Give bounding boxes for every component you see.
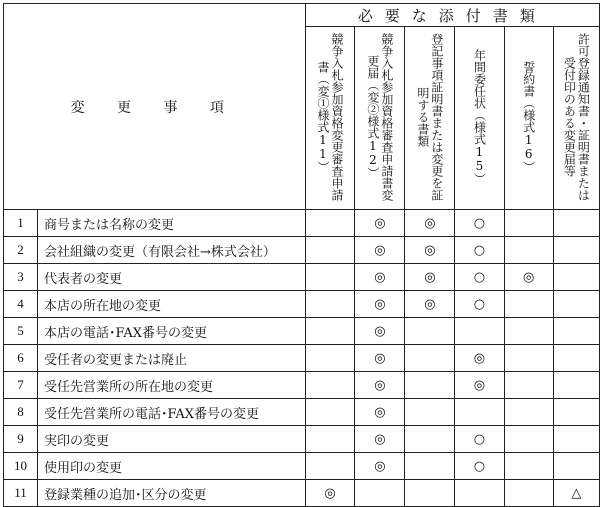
table-row xyxy=(4,318,600,345)
table-row xyxy=(4,291,600,318)
row-mark xyxy=(305,345,355,372)
doc-label: 年間委任状（様式15） xyxy=(472,49,487,185)
row-mark xyxy=(553,372,599,399)
row-mark xyxy=(305,318,355,345)
row-mark: ◎ xyxy=(305,480,355,507)
row-mark: ◎ xyxy=(355,291,405,318)
doc-label: 誓約書（様式16） xyxy=(521,61,536,173)
row-mark: ○ xyxy=(455,453,504,480)
row-mark xyxy=(305,372,355,399)
row-item: 商号または名称の変更 xyxy=(37,210,305,237)
table-row xyxy=(4,210,600,237)
row-mark xyxy=(405,480,455,507)
row-number: 1 xyxy=(4,210,38,237)
row-mark: ◎ xyxy=(355,372,405,399)
row-number: 4 xyxy=(4,291,38,318)
doc-header-5 xyxy=(504,27,553,210)
row-number: 8 xyxy=(4,399,38,426)
row-mark xyxy=(305,264,355,291)
row-mark: ◎ xyxy=(355,237,405,264)
row-number: 3 xyxy=(4,264,38,291)
row-mark xyxy=(305,426,355,453)
row-mark xyxy=(305,399,355,426)
row-number: 11 xyxy=(4,480,38,507)
row-mark: ◎ xyxy=(455,372,504,399)
row-mark: ◎ xyxy=(355,318,405,345)
row-mark: △ xyxy=(553,480,599,507)
row-mark: ○ xyxy=(455,426,504,453)
table-row xyxy=(4,399,600,426)
row-mark xyxy=(305,453,355,480)
change-requirements-table-container xyxy=(3,3,600,507)
row-mark xyxy=(553,345,599,372)
row-mark xyxy=(455,399,504,426)
row-number: 5 xyxy=(4,318,38,345)
doc-label: 許可登録通知書・証明書または受付印のある変更届等 xyxy=(562,33,591,201)
row-mark: ○ xyxy=(455,291,504,318)
row-mark xyxy=(504,372,553,399)
row-mark xyxy=(553,210,599,237)
row-mark: ◎ xyxy=(504,264,553,291)
row-item: 実印の変更 xyxy=(37,426,305,453)
doc-header-6 xyxy=(553,27,599,210)
row-mark xyxy=(504,210,553,237)
doc-label: 競争入札参加資格変更審査申請書（変①様式11） xyxy=(315,33,344,201)
doc-label: 登記事項証明書または変更を証明する書類 xyxy=(415,33,444,201)
row-mark xyxy=(504,426,553,453)
row-mark: ○ xyxy=(455,210,504,237)
row-item: 受任者の変更または廃止 xyxy=(37,345,305,372)
row-mark xyxy=(553,399,599,426)
row-item: 使用印の変更 xyxy=(37,453,305,480)
header-row-top xyxy=(4,4,600,27)
row-mark: ○ xyxy=(455,237,504,264)
row-mark xyxy=(405,399,455,426)
row-mark: ◎ xyxy=(355,426,405,453)
table-row xyxy=(4,264,600,291)
row-mark xyxy=(405,426,455,453)
table-row xyxy=(4,480,600,507)
table-body xyxy=(4,210,600,507)
row-mark xyxy=(504,291,553,318)
row-item: 代表者の変更 xyxy=(37,264,305,291)
row-mark xyxy=(553,318,599,345)
doc-header-4 xyxy=(455,27,504,210)
row-mark xyxy=(504,480,553,507)
row-mark xyxy=(504,399,553,426)
row-number: 6 xyxy=(4,345,38,372)
row-mark: ◎ xyxy=(405,264,455,291)
row-mark: ◎ xyxy=(355,264,405,291)
row-mark xyxy=(553,426,599,453)
row-item: 本店の所在地の変更 xyxy=(37,291,305,318)
row-mark xyxy=(405,345,455,372)
row-mark: ○ xyxy=(455,264,504,291)
changes-header: 変 更 事 項 xyxy=(4,4,306,210)
row-item: 登録業種の追加･区分の変更 xyxy=(37,480,305,507)
row-mark xyxy=(405,372,455,399)
row-mark: ◎ xyxy=(405,210,455,237)
row-mark xyxy=(553,453,599,480)
row-mark xyxy=(553,264,599,291)
row-item: 受任先営業所の所在地の変更 xyxy=(37,372,305,399)
row-mark: ◎ xyxy=(355,345,405,372)
row-number: 2 xyxy=(4,237,38,264)
doc-header-1 xyxy=(305,27,355,210)
row-mark xyxy=(504,237,553,264)
table-row xyxy=(4,345,600,372)
row-item: 受任先営業所の電話･FAX番号の変更 xyxy=(37,399,305,426)
row-mark xyxy=(504,345,553,372)
row-mark xyxy=(355,480,405,507)
row-mark: ◎ xyxy=(455,345,504,372)
row-mark: ◎ xyxy=(355,399,405,426)
row-mark xyxy=(455,318,504,345)
table-row xyxy=(4,426,600,453)
table-row xyxy=(4,372,600,399)
row-mark xyxy=(455,480,504,507)
row-number: 7 xyxy=(4,372,38,399)
row-mark xyxy=(305,291,355,318)
row-mark xyxy=(405,318,455,345)
row-mark xyxy=(305,237,355,264)
row-number: 9 xyxy=(4,426,38,453)
doc-label: 競争入札参加資格審査申請書変更届（変②様式12） xyxy=(365,33,394,201)
row-item: 会社組織の変更（有限会社→株式会社） xyxy=(37,237,305,264)
row-mark xyxy=(504,453,553,480)
row-mark xyxy=(305,210,355,237)
change-requirements-table xyxy=(3,3,600,507)
row-mark: ◎ xyxy=(355,453,405,480)
table-row xyxy=(4,237,600,264)
row-mark: ◎ xyxy=(405,237,455,264)
required-docs-header: 必要な添付書類 xyxy=(305,4,599,27)
table-row xyxy=(4,453,600,480)
row-mark: ◎ xyxy=(355,210,405,237)
doc-header-3 xyxy=(405,27,455,210)
row-mark xyxy=(553,237,599,264)
row-mark: ◎ xyxy=(405,291,455,318)
doc-header-2 xyxy=(355,27,405,210)
row-mark xyxy=(405,453,455,480)
row-mark xyxy=(553,291,599,318)
row-item: 本店の電話･FAX番号の変更 xyxy=(37,318,305,345)
row-number: 10 xyxy=(4,453,38,480)
row-mark xyxy=(504,318,553,345)
